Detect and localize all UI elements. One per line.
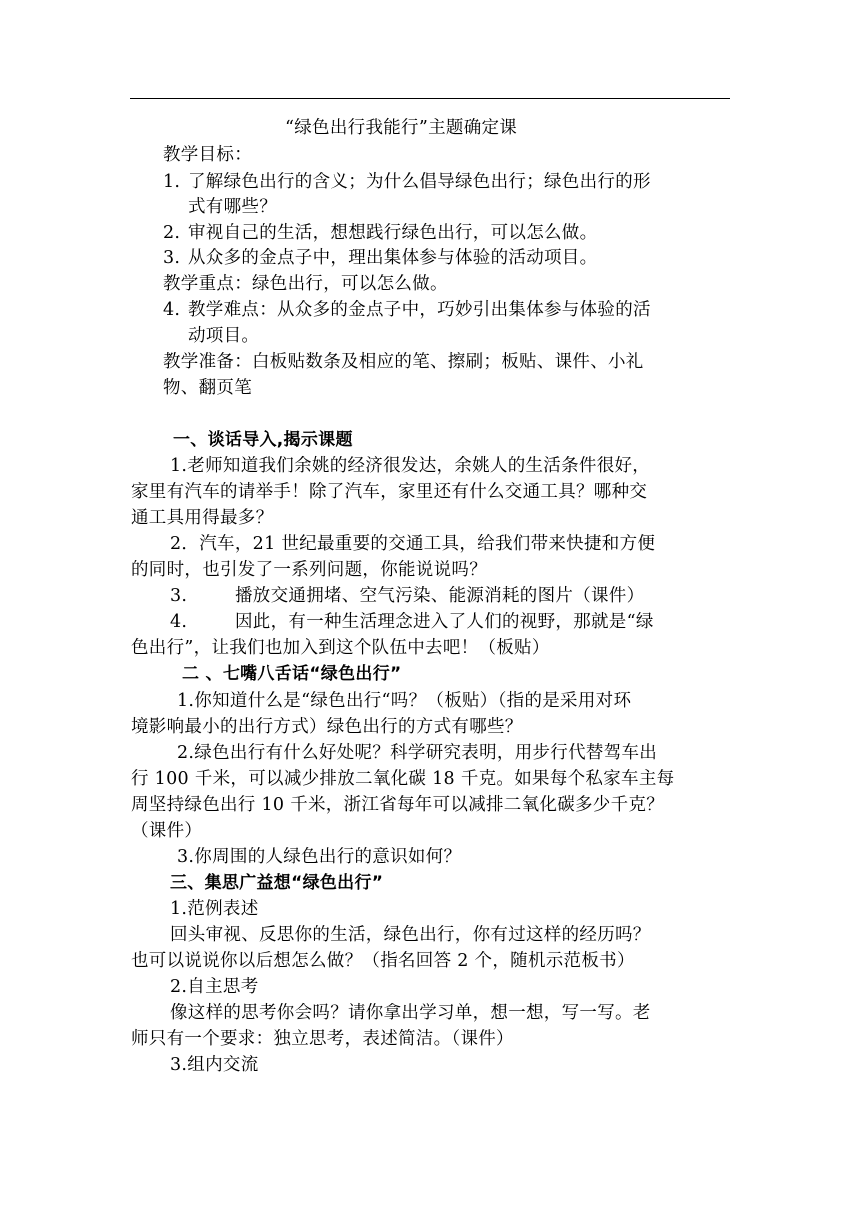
s1-p2-line1: 2．汽车，21 世纪最重要的交通工具，给我们带来快捷和方便 [170, 534, 656, 554]
section-2-heading: 二 、七嘴八舌话“绿色出行” [182, 664, 402, 684]
difficulty-number: 4. [163, 300, 181, 320]
s3-sub3-label: 3.组内交流 [170, 1055, 259, 1075]
s1-p2-line2: 的同时，也引发了一系列问题，你能说说吗？ [131, 560, 487, 580]
difficulty-line1: 教学难点：从众多的金点子中，巧妙引出集体参与体验的活 [188, 300, 651, 320]
s1-p1-line1: 1.老师知道我们余姚的经济很发达，余姚人的生活条件很好， [170, 456, 651, 476]
s3-sub1-line1: 回头审视、反思你的生活，绿色出行，你有过这样的经历吗？ [170, 925, 651, 945]
s3-sub2-label: 2.自主思考 [170, 977, 259, 997]
s1-p1-line3: 通工具用得最多？ [131, 508, 274, 528]
s2-p2-line4: （课件） [131, 821, 203, 841]
s3-sub1-line2: 也可以说说你以后想怎么做？（指名回答 2 个，随机示范板书） [131, 951, 635, 971]
s1-p3-number: 3. [170, 586, 188, 606]
objective-1-line1: 了解绿色出行的含义；为什么倡导绿色出行；绿色出行的形 [188, 172, 651, 192]
key-point: 教学重点：绿色出行，可以怎么做。 [163, 274, 448, 294]
s2-p1-line2: 境影响最小的出行方式）绿色出行的方式有哪些？ [131, 717, 523, 737]
s2-p1-line1: 1.你知道什么是“绿色出行“吗？（板贴）（指的是采用对环 [177, 691, 632, 711]
header-rule [130, 98, 730, 99]
objective-3-number: 3. [163, 248, 181, 268]
s1-p4-number: 4. [170, 612, 188, 632]
objectives-label: 教学目标： [163, 145, 252, 165]
s3-sub2-line1: 像这样的思考你会吗？请你拿出学习单，想一想，写一写。老 [170, 1003, 651, 1023]
document-title: “绿色出行我能行”主题确定课 [285, 118, 518, 138]
s2-p2-line2: 行 100 千米，可以减少排放二氧化碳 18 千克。如果每个私家车主每 [131, 769, 675, 789]
difficulty-line2: 动项目。 [188, 326, 260, 346]
s2-p3: 3.你周围的人绿色出行的意识如何？ [177, 847, 462, 867]
s1-p4-line1: 因此，有一种生活理念进入了人们的视野，那就是“绿 [235, 612, 654, 632]
s2-p2-line3: 周坚持绿色出行 10 千米，浙江省每年可以减排二氧化碳多少千克？ [131, 795, 664, 815]
objective-1-number: 1. [163, 172, 181, 192]
section-3-heading: 三、集思广益想“绿色出行” [170, 873, 384, 893]
prep-line1: 教学准备：白板贴数条及相应的笔、擦刷；板贴、课件、小礼 [163, 352, 644, 372]
objective-1-line2: 式有哪些？ [188, 197, 277, 217]
s3-sub2-line2: 师只有一个要求：独立思考，表述简洁。（课件） [131, 1029, 514, 1049]
s1-p3-text: 播放交通拥堵、空气污染、能源消耗的图片（课件） [235, 586, 645, 606]
objective-2-number: 2. [163, 223, 181, 243]
prep-line2: 物、翻页笔 [163, 378, 252, 398]
s2-p2-line1: 2.绿色出行有什么好处呢？科学研究表明，用步行代替驾车出 [177, 743, 658, 763]
s1-p1-line2: 家里有汽车的请举手！除了汽车，家里还有什么交通工具？哪种交 [131, 482, 648, 502]
objective-2-text: 审视自己的生活，想想践行绿色出行，可以怎么做。 [188, 223, 598, 243]
objective-3-text: 从众多的金点子中，理出集体参与体验的活动项目。 [188, 248, 598, 268]
s3-sub1-label: 1.范例表述 [170, 899, 259, 919]
s1-p4-line2: 色出行”，让我们也加入到这个队伍中去吧！（板贴） [131, 638, 550, 658]
section-1-heading: 一、谈话导入,揭示课题 [173, 430, 353, 450]
